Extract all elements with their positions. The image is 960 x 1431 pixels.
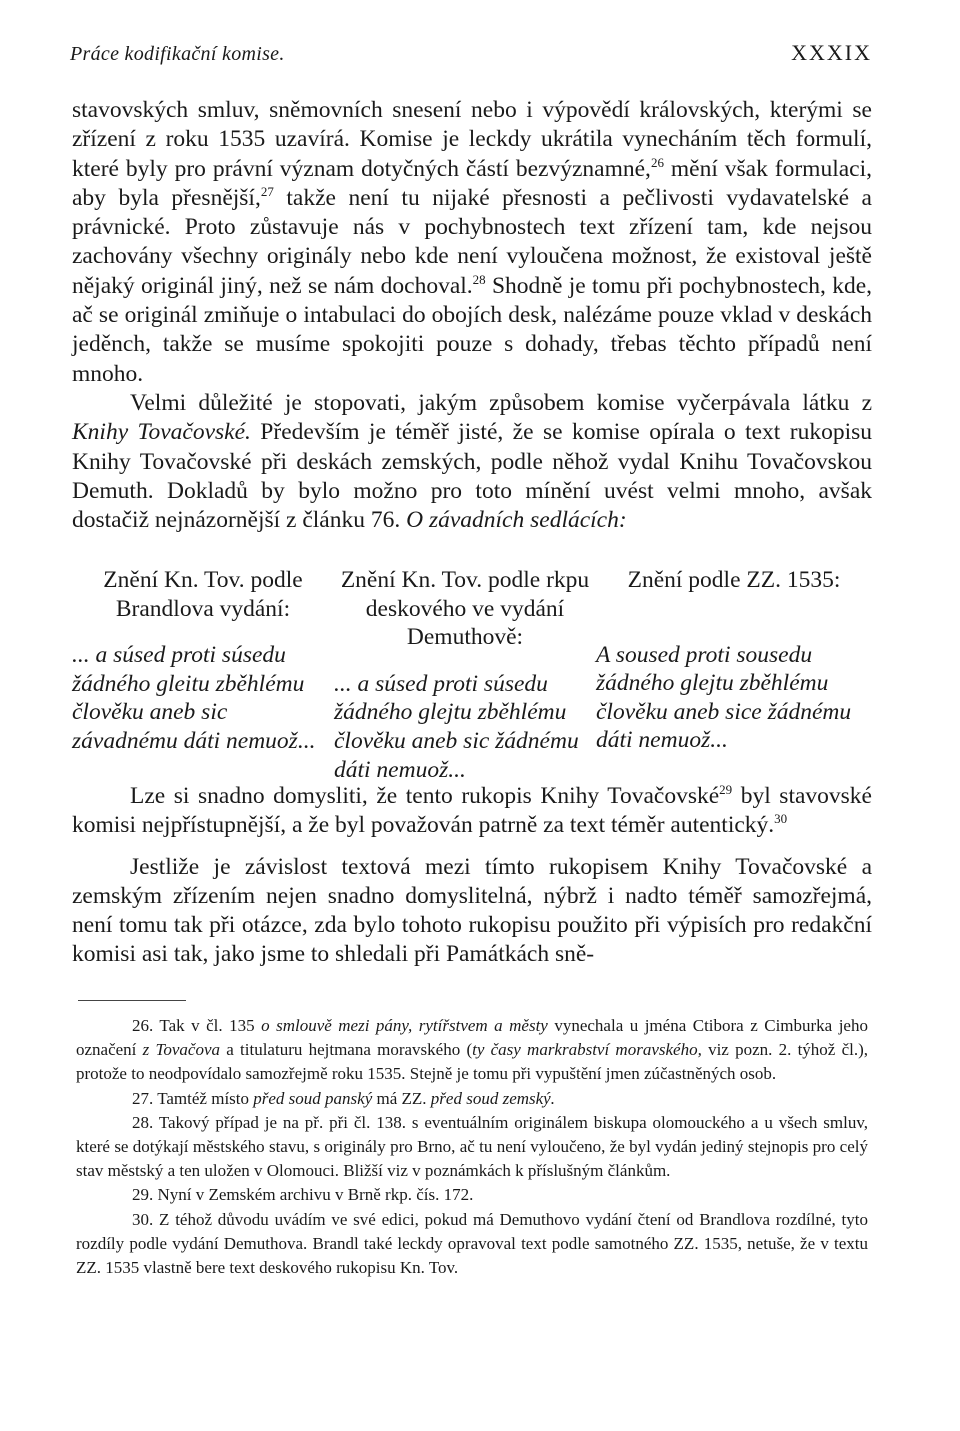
footnote-27 xyxy=(76,1087,868,1111)
fn27-italic: před soud zemský. xyxy=(430,1088,555,1108)
fn26-italic: z Tovačova xyxy=(142,1040,221,1060)
para2-text-2: Především je téměř jisté, že se komise opírala o text rukopisu Knihy Tovačovské při deskách zemských, podle něhož vydal Knihu Tovačovskou Demuth. Dokladů by bylo možno pro toto mínění uvést velmi mnoho, avšak dostačiž nejnázornější z článku 76. xyxy=(72,419,872,534)
para2-italic-1: Knihy Tovačovské. xyxy=(72,419,251,446)
para1-text-1: stavovských smluv, sněmovních snesení nebo i výpovědí královských, kterými se zřízení z roku 1535 uzavírá. Komise je leckdy ukrátila vynecháním těch formulí, které byly pro právní význam dotyčných částí bezvýznamné, xyxy=(72,97,872,182)
paragraph-1 xyxy=(72,96,872,389)
para3-text-1: Lze si snadno domysliti, že tento rukopis Knihy Tovačovské xyxy=(130,783,720,809)
page-number: XXXIX xyxy=(791,40,872,65)
main-text-continued xyxy=(72,782,872,982)
fn26-text: viz pozn. 2. týhož čl.), protože to neodpovídalo samozřejmě roku 1535. Stejně je tomu při vypuštění jmen zúčastněných osob. xyxy=(76,1040,869,1084)
footnote-ref-30: 30 xyxy=(774,811,788,827)
fn27-italic: před soud panský xyxy=(253,1088,373,1108)
paragraph-4 xyxy=(72,853,872,970)
footnote-separator xyxy=(78,1000,186,1001)
fn26-italic: o smlouvě mezi pány, rytířstvem a městy xyxy=(261,1016,548,1035)
para1-text-3: takže není tu nijaké přesnosti a pečlivosti vydavatelské a právnické. Proto zůstavuje nás v pochybnostech text zřízení tam, kde nejsou zachovány všechny originály nebo kde není vyloučena možnost, že existoval ještě nějaký originál jiný, než se nám dochoval. xyxy=(72,184,872,299)
para2-italic-2: O závadních sedlácích: xyxy=(406,507,627,534)
column-quote: ... a súsed proti súsedu žádného gleitu zběhlému člověku aneb sic závadnému dáti nemuož... xyxy=(72,642,316,754)
column-heading: Znění podle ZZ. 1535: xyxy=(627,567,841,593)
column-heading: Znění Kn. Tov. podle Brandlova vydání: xyxy=(103,567,303,622)
column-zz1535 xyxy=(596,566,872,784)
column-brandl xyxy=(72,566,334,784)
column-heading: Znění Kn. Tov. podle rkpu deskového ve vydání Demuthově: xyxy=(340,567,590,651)
footnote-ref-29: 29 xyxy=(719,782,733,798)
para3-text-2: byl stavovské komisi nejpřístupnější, a že byl považován patrně za text téměr autentický. xyxy=(72,783,872,839)
running-head xyxy=(70,40,872,66)
footnote-30: 30. Z téhož důvodu uvádím ve své edici, pokud má Demuthovo vydání čtení od Brandlova rozdílné, tyto rozdíly podle vydání Demuthova. Brandl také leckdy opravoval text podle samotného ZZ. 1535, netuše, že v textu ZZ. 1535 vlastně bere text deskového rukopisu Kn. Tov. xyxy=(76,1209,868,1278)
footnote-28: 28. Takový případ je na př. při čl. 138. s eventuálním originálem biskupa olomouckého a u všech smluv, které se dotýkají městského stavu, s originály pro Brno, ač tu není vyloučeno, že byl vydán jediný stejnopis pro celý stav městský a ten uložen v Olomouci. Bližší viz v poznámkách k příslušným článkům. xyxy=(76,1112,868,1181)
fn26-text: vynechala u jména Ctibora z Cimburka jeho označení xyxy=(76,1016,868,1060)
fn26-text: a titulaturu hejtmana moravského ( xyxy=(220,1040,473,1060)
footnote-ref-26: 26 xyxy=(650,154,664,170)
main-text xyxy=(72,96,872,535)
para4-text: Jestliže je závislost textová mezi tímto rukopisem Knihy Tovačovské a zemským zřízením nejen snadno domyslitelná, nýbrž i nadto téměř samozřejmá, není tomu tak při otázce, zda bylo tohoto rukopisu použito při výpisích pro redakční komisi asi tak, jako jsme to shledali při Památkách sně- xyxy=(72,853,872,968)
fn27-text: má ZZ. xyxy=(372,1088,431,1108)
para1-text-2: mění však formulaci, aby byla přesnější, xyxy=(72,155,872,211)
fn26-italic: ty časy markrabství moravského, xyxy=(472,1040,702,1060)
column-quote: ... a súsed proti súsedu žádného glejtu zběhlému člověku aneb sic žádnému dáti nemuož... xyxy=(334,670,579,783)
footnotes xyxy=(76,1014,868,1280)
paragraph-2 xyxy=(72,389,872,535)
comparison-columns xyxy=(72,566,872,784)
footnote-ref-27: 27 xyxy=(260,184,274,200)
para2-text-1: Velmi důležité je stopovati, jakým způsobem komise vyčerpávala látku z xyxy=(130,389,872,416)
footnote-ref-28: 28 xyxy=(472,271,486,287)
footnote-29: 29. Nyní v Zemském archivu v Brně rkp. čís. 172. xyxy=(132,1185,474,1205)
paragraph-3 xyxy=(72,782,872,841)
fn27-text: 27. Tamtéž místo xyxy=(132,1088,254,1108)
column-quote: A soused proti sousedu žádného glejtu zběhlému člověku aneb sice žádnému dáti nemuož... xyxy=(596,641,852,754)
footnote-26 xyxy=(76,1014,868,1087)
para1-text-4: Shodně je tomu při pochybnostech, kde, ač se originál zmiňuje o intabulaci do obojích desk, nalézáme pouze vklad v deskách jeděnch, takže se musíme spokojiti pouze s dohady, třebas těchto případů není mnoho. xyxy=(72,272,872,387)
fn26-text: 26. Tak v čl. 135 xyxy=(132,1016,262,1035)
column-demuth xyxy=(334,566,596,784)
running-title: Práce kodifikační komise. xyxy=(70,43,285,65)
